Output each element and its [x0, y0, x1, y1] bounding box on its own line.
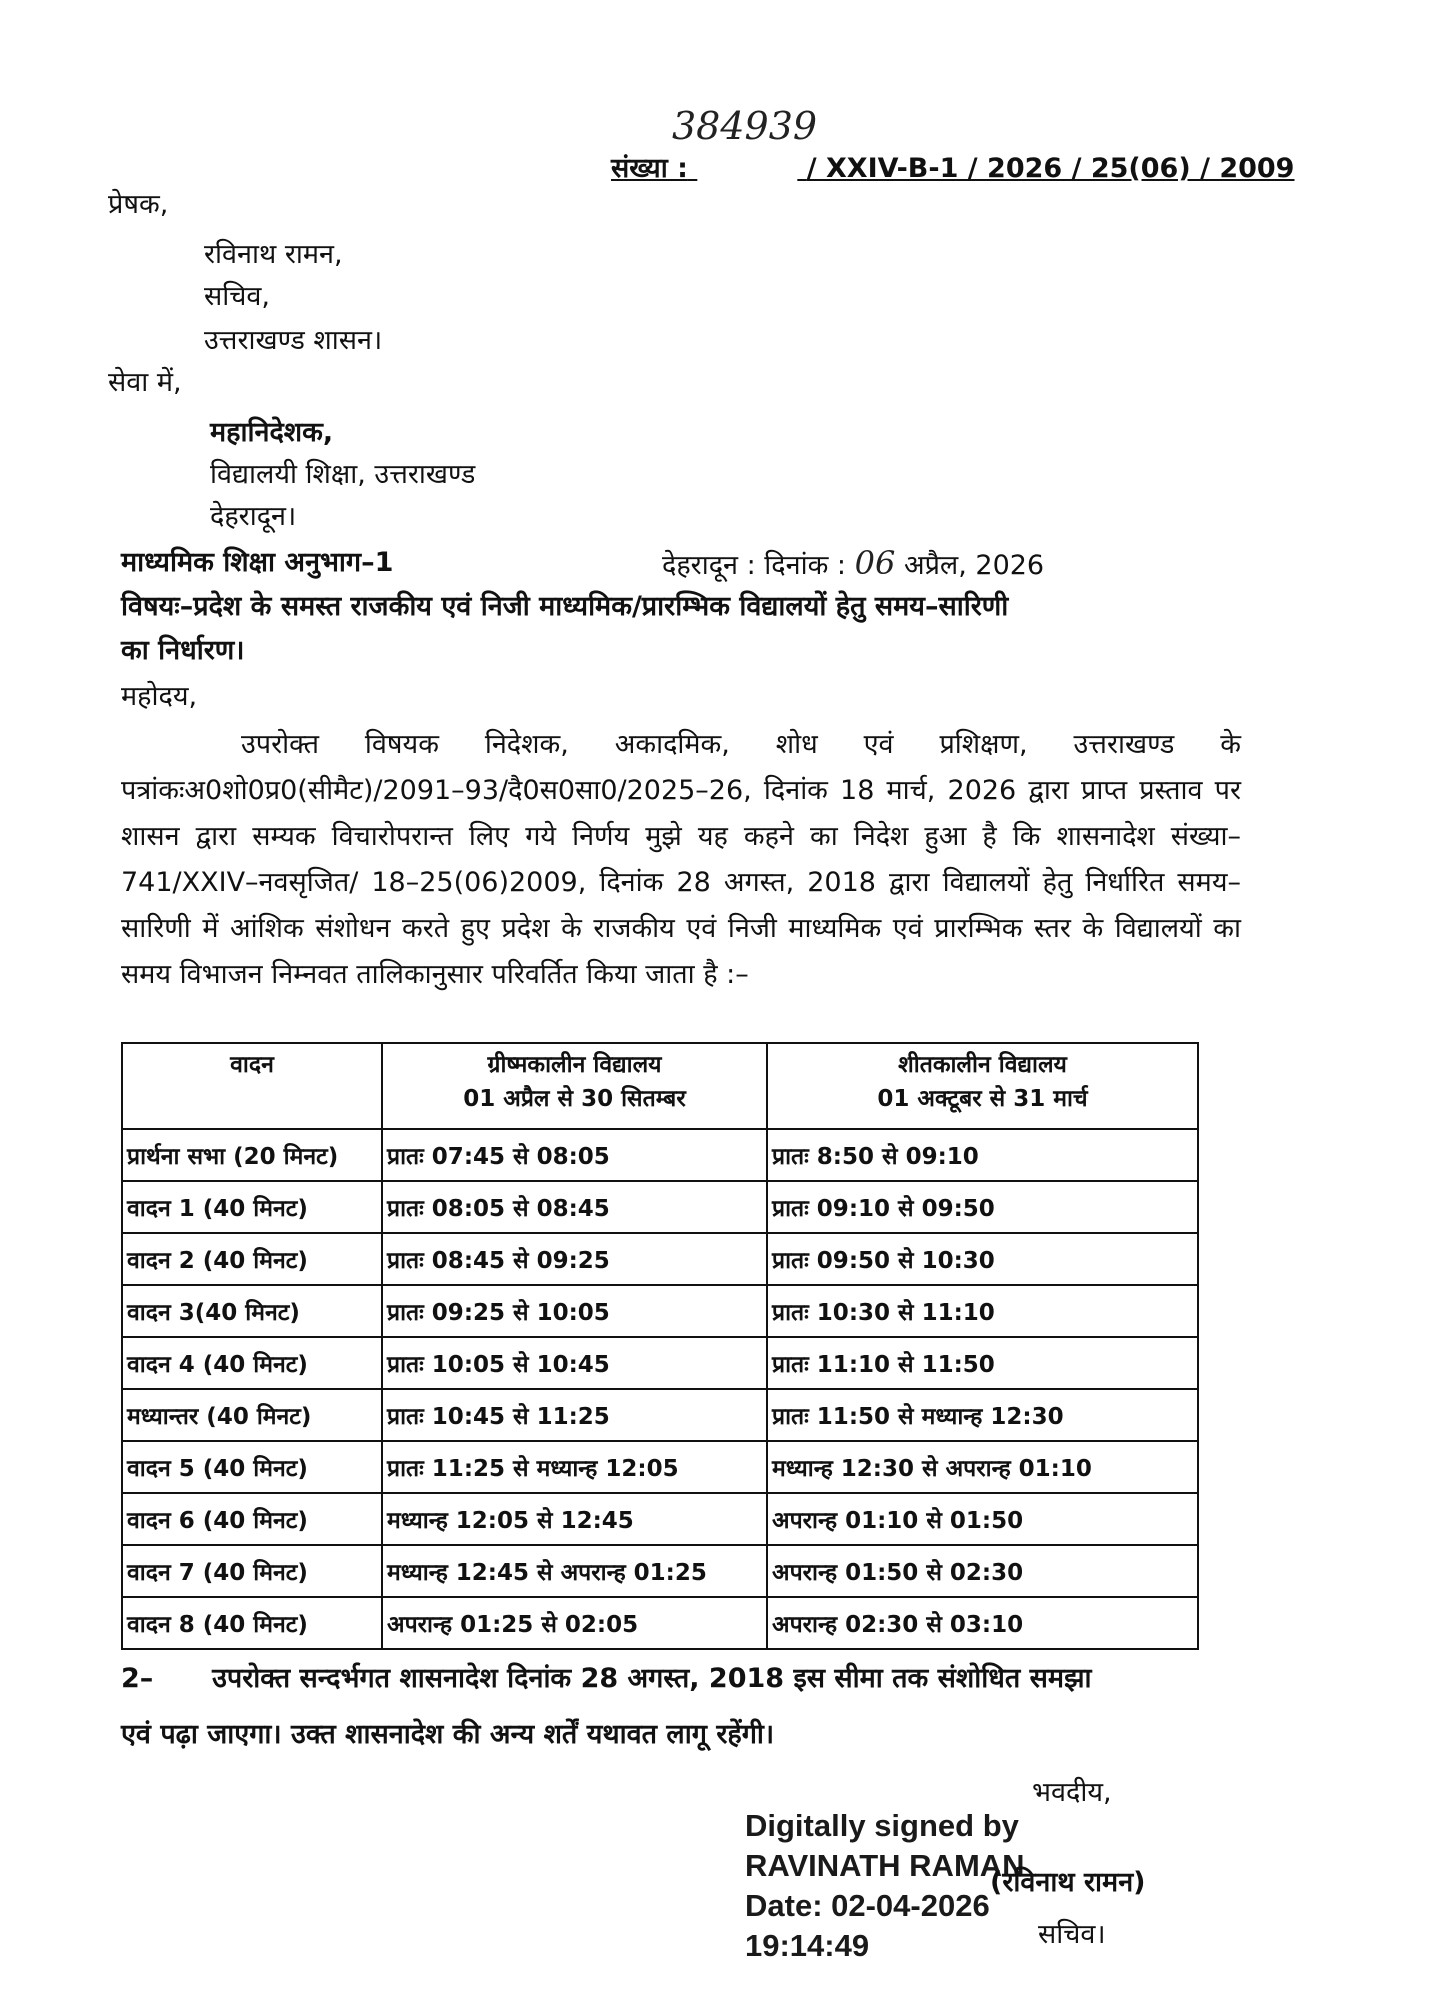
cell-winter-time: प्रातः 11:50 से मध्यान्ह 12:30	[767, 1389, 1198, 1441]
cell-winter-time: प्रातः 11:10 से 11:50	[767, 1337, 1198, 1389]
cell-summer-time: प्रातः 08:45 से 09:25	[382, 1233, 767, 1285]
table-row	[122, 1389, 1198, 1441]
cell-summer-time: प्रातः 07:45 से 08:05	[382, 1129, 767, 1181]
cell-period: वादन 4 (40 मिनट)	[122, 1337, 382, 1389]
cell-winter-time: प्रातः 09:50 से 10:30	[767, 1233, 1198, 1285]
sender-office: उत्तराखण्ड शासन।	[204, 325, 383, 356]
table-row	[122, 1181, 1198, 1233]
point-2-text: उपरोक्त सन्दर्भगत शासनादेश दिनांक 28 अगस्त, 2018 इस सीमा तक संशोधित समझा	[212, 1663, 1092, 1694]
cell-winter-time: अपरान्ह 01:50 से 02:30	[767, 1545, 1198, 1597]
table-row	[122, 1337, 1198, 1389]
recipient-label: सेवा में,	[108, 367, 182, 398]
body-paragraph	[121, 722, 1241, 998]
table-row	[122, 1129, 1198, 1181]
cell-winter-time: प्रातः 10:30 से 11:10	[767, 1285, 1198, 1337]
point-2-line-1	[121, 1662, 1091, 1696]
cell-winter-time: प्रातः 8:50 से 09:10	[767, 1129, 1198, 1181]
table-row	[122, 1285, 1198, 1337]
section-name: माध्यमिक शिक्षा अनुभाग–1	[121, 547, 394, 578]
cell-period: वादन 7 (40 मिनट)	[122, 1545, 382, 1597]
sender-designation: सचिव,	[204, 281, 270, 312]
table-header-row	[122, 1043, 1198, 1129]
cell-period: वादन 3(40 मिनट)	[122, 1285, 382, 1337]
signature-line-3: Date: 02-04-2026	[745, 1888, 990, 1923]
point-2-number: 2–	[121, 1663, 154, 1694]
signature-line-1: Digitally signed by	[745, 1808, 1019, 1843]
signature-line-2: RAVINATH RAMAN	[745, 1848, 1025, 1883]
cell-winter-time: मध्यान्ह 12:30 से अपरान्ह 01:10	[767, 1441, 1198, 1493]
closing-yours: भवदीय,	[1032, 1777, 1112, 1808]
sender-name: रविनाथ रामन,	[204, 239, 343, 270]
cell-summer-time: प्रातः 09:25 से 10:05	[382, 1285, 767, 1337]
cell-summer-time: प्रातः 10:45 से 11:25	[382, 1389, 767, 1441]
cell-period: वादन 1 (40 मिनट)	[122, 1181, 382, 1233]
cell-summer-time: प्रातः 08:05 से 08:45	[382, 1181, 767, 1233]
signer-name: (रविनाथ रामन)	[990, 1867, 1146, 1898]
date-rest: अप्रैल, 2026	[903, 550, 1045, 581]
date-day: 06	[854, 544, 896, 582]
reference-number: / XXIV-B-1 / 2026 / 25(06) / 2009	[806, 153, 1295, 184]
cell-winter-time: अपरान्ह 02:30 से 03:10	[767, 1597, 1198, 1649]
subject-line-1: विषयः–प्रदेश के समस्त राजकीय एवं निजी माध्यमिक/प्रारम्भिक विद्यालयों हेतु समय–सारिणी	[121, 591, 1009, 622]
cell-period: वादन 5 (40 मिनट)	[122, 1441, 382, 1493]
timetable	[121, 1042, 1199, 1650]
date-prefix: देहरादून : दिनांक :	[662, 550, 847, 581]
recipient-city: देहरादून।	[210, 501, 297, 532]
date-line	[662, 546, 1044, 583]
recipient-department: विद्यालयी शिक्षा, उत्तराखण्ड	[210, 459, 476, 490]
sender-label: प्रेषक,	[108, 189, 169, 220]
cell-period: मध्यान्तर (40 मिनट)	[122, 1389, 382, 1441]
cell-summer-time: अपरान्ह 01:25 से 02:05	[382, 1597, 767, 1649]
cell-period: वादन 6 (40 मिनट)	[122, 1493, 382, 1545]
digital-signature	[745, 1806, 1025, 1966]
signature-line-4: 19:14:49	[745, 1928, 870, 1963]
recipient-designation: महानिदेशक,	[210, 417, 334, 448]
cell-summer-time: मध्यान्ह 12:05 से 12:45	[382, 1493, 767, 1545]
table-row	[122, 1493, 1198, 1545]
cell-summer-time: प्रातः 11:25 से मध्यान्ह 12:05	[382, 1441, 767, 1493]
table-row	[122, 1441, 1198, 1493]
cell-period: वादन 8 (40 मिनट)	[122, 1597, 382, 1649]
salutation: महोदय,	[121, 681, 198, 712]
cell-summer-time: मध्यान्ह 12:45 से अपरान्ह 01:25	[382, 1545, 767, 1597]
reference-label: संख्या :	[611, 153, 688, 184]
cell-winter-time: प्रातः 09:10 से 09:50	[767, 1181, 1198, 1233]
body-paragraph-text: उपरोक्त विषयक निदेशक, अकादमिक, शोध एवं प्रशिक्षण, उत्तराखण्ड के पत्रांकःअ0शो0प्र0(सीमैट)/2091–93/दै0स0सा0/2025–26, दिनांक 18 मार्च, 2026 द्वारा प्राप्त प्रस्ताव पर शासन द्वारा सम्यक विचारोपरान्त लिए गये निर्णय मुझे यह कहने का निदेश हुआ है कि शासनादेश संख्या–741/XXIV–नवसृजित/ 18–25(06)2009, दिनांक 28 अगस्त, 2018 द्वारा विद्यालयों हेतु निर्धारित समय–सारिणी में आंशिक संशोधन करते हुए प्रदेश के राजकीय एवं निजी माध्यमिक एवं प्रारम्भिक स्तर के विद्यालयों का समय विभाजन निम्नवत तालिकानुसार परिवर्तित किया जाता है :–	[121, 729, 1241, 990]
cell-winter-time: अपरान्ह 01:10 से 01:50	[767, 1493, 1198, 1545]
point-2-line-2: एवं पढ़ा जाएगा। उक्त शासनादेश की अन्य शर्तें यथावत लागू रहेंगी।	[121, 1719, 775, 1750]
handwritten-number: 384939	[672, 104, 818, 148]
cell-summer-time: प्रातः 10:05 से 10:45	[382, 1337, 767, 1389]
signer-designation: सचिव।	[1038, 1919, 1106, 1950]
cell-period: प्रार्थना सभा (20 मिनट)	[122, 1129, 382, 1181]
header-winter: शीतकालीन विद्यालय 01 अक्टूबर से 31 मार्च	[767, 1043, 1198, 1129]
header-summer: ग्रीष्मकालीन विद्यालय 01 अप्रैल से 30 सितम्बर	[382, 1043, 767, 1129]
subject-line-2: का निर्धारण।	[121, 635, 245, 666]
table-row	[122, 1597, 1198, 1649]
reference-line	[611, 148, 1295, 185]
cell-period: वादन 2 (40 मिनट)	[122, 1233, 382, 1285]
table-row	[122, 1545, 1198, 1597]
header-period: वादन	[122, 1043, 382, 1129]
table-row	[122, 1233, 1198, 1285]
